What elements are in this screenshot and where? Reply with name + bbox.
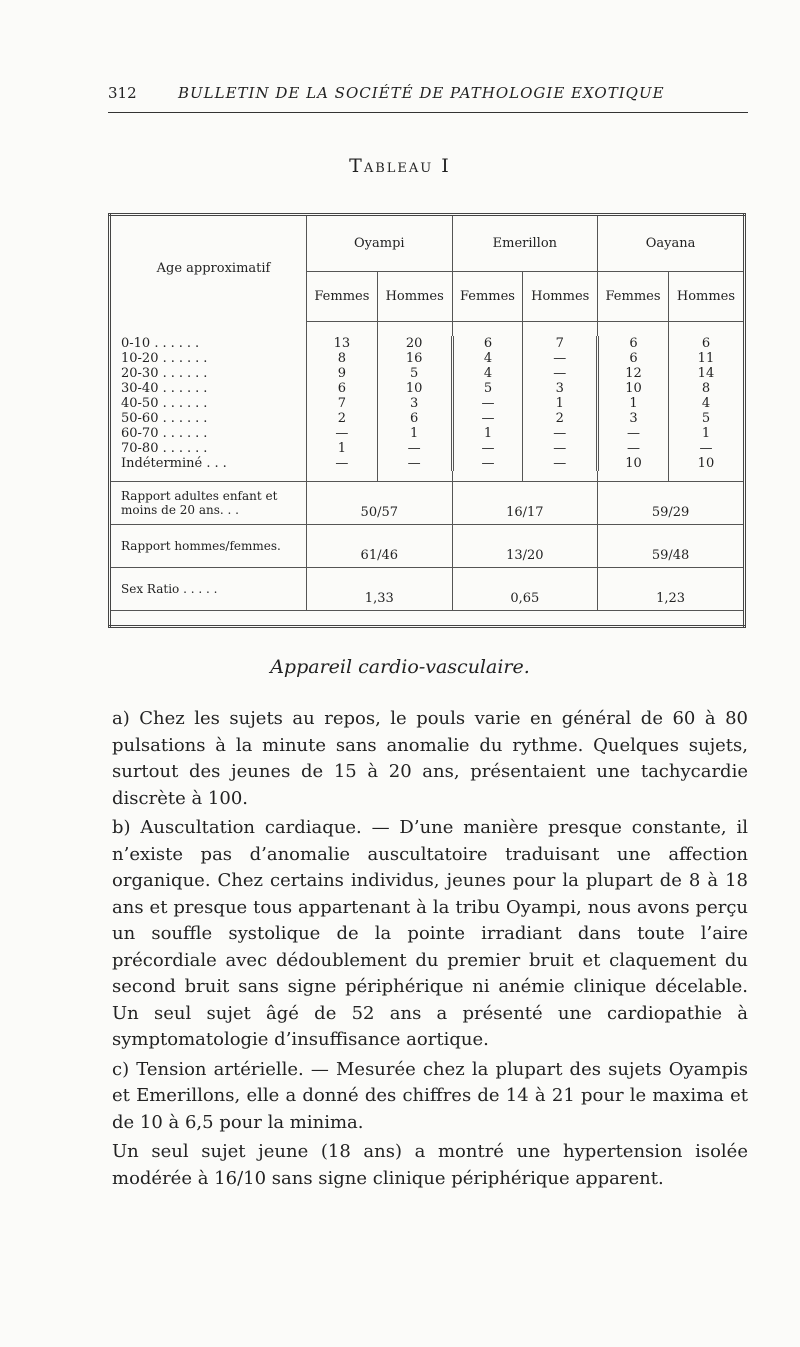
leader-dots: ...... (162, 395, 212, 411)
table-row (110, 351, 745, 366)
leader-dots: ...... (162, 365, 212, 381)
count-cell: 10 (598, 381, 669, 396)
summary-label: Rapport hommes/femmes. (110, 524, 307, 567)
count-cell: 3 (377, 396, 452, 411)
age-cell (110, 456, 307, 471)
count-cell: 1 (452, 426, 523, 441)
count-cell: 10 (598, 456, 669, 471)
count-cell: 8 (668, 381, 744, 396)
count-cell: — (452, 456, 523, 471)
table-title: Tableau I (349, 155, 451, 177)
age-header: Age approximatif (156, 261, 271, 277)
running-title: BULLETIN DE LA SOCIÉTÉ DE PATHOLOGIE EXOTIQUE (178, 84, 665, 102)
summary-value: 1,23 (598, 567, 745, 610)
count-cell: 12 (598, 366, 669, 381)
count-cell: 6 (307, 381, 378, 396)
summary-value: 0,65 (452, 567, 598, 610)
count-cell: 10 (377, 381, 452, 396)
age-cell (110, 411, 307, 426)
summary-value: 50/57 (307, 481, 453, 524)
count-cell: 5 (377, 366, 452, 381)
count-cell: — (523, 426, 598, 441)
count-cell: — (307, 426, 378, 441)
count-cell: 1 (668, 426, 744, 441)
count-cell: 2 (523, 411, 598, 426)
count-cell: 10 (668, 456, 744, 471)
section-title: Appareil cardio-vasculaire. (270, 656, 530, 678)
table-row (110, 366, 745, 381)
count-cell: — (377, 456, 452, 471)
paragraph: Un seul sujet jeune (18 ans) a montré une hypertension isolée modérée à 16/10 sans signe clinique périphérique apparent. (112, 1141, 748, 1189)
sub-header: Femmes (452, 272, 523, 322)
count-cell: — (452, 396, 523, 411)
group-header: Oayana (598, 215, 745, 272)
age-cell (110, 426, 307, 441)
summary-label: Sex Ratio . . . . . (110, 567, 307, 610)
count-cell: — (377, 441, 452, 456)
sub-header: Femmes (307, 272, 378, 322)
sub-header: Femmes (598, 272, 669, 322)
count-cell: 8 (307, 351, 378, 366)
leader-dots: ...... (154, 335, 204, 351)
age-label: 40-50 (121, 395, 159, 411)
sub-header: Hommes (668, 272, 744, 322)
count-cell: — (668, 441, 744, 456)
count-cell: 3 (523, 381, 598, 396)
paragraph: c) Tension artérielle. — Mesurée chez la plupart des sujets Oyampis et Emerillons, elle a donné des chiffres de 14 à 21 pour le maxima et de 10 à 6,5 pour la minima. (112, 1058, 748, 1133)
count-cell: 1 (523, 396, 598, 411)
count-cell: — (598, 426, 669, 441)
count-cell: — (523, 366, 598, 381)
summary-value: 59/48 (598, 524, 745, 567)
count-cell: — (452, 411, 523, 426)
count-cell: — (452, 441, 523, 456)
table-row (110, 456, 745, 471)
count-cell: 20 (377, 336, 452, 351)
count-cell: 6 (668, 336, 744, 351)
count-cell: — (523, 351, 598, 366)
age-label: 20-30 (121, 365, 159, 381)
count-cell: — (598, 441, 669, 456)
age-label: 70-80 (121, 440, 159, 456)
summary-value: 16/17 (452, 481, 598, 524)
age-cell (110, 366, 307, 381)
count-cell: 5 (452, 381, 523, 396)
count-cell: 3 (598, 411, 669, 426)
summary-label: Rapport adultes enfant et moins de 20 ans. . . (110, 481, 307, 524)
count-cell: 4 (452, 351, 523, 366)
count-cell: 13 (307, 336, 378, 351)
age-label: Indéterminé (121, 455, 203, 471)
summary-value: 1,33 (307, 567, 453, 610)
sub-header: Hommes (523, 272, 598, 322)
leader-dots: ...... (162, 440, 212, 456)
group-header: Oyampi (307, 215, 453, 272)
count-cell: 16 (377, 351, 452, 366)
summary-value: 13/20 (452, 524, 598, 567)
sub-header: Hommes (377, 272, 452, 322)
count-cell: 1 (307, 441, 378, 456)
paragraph: b) Auscultation cardiaque. — D’une manière presque constante, il n’existe pas d’anomalie auscultatoire traduisant une affection organique. Chez certains individus, jeunes pour la plupart de 8 à 18 ans et presque tous appartenant à la tribu Oyampi, nous avons perçu un souffle systolique de la pointe irradiant dans toute l’aire précordiale avec dédoublement du premier bruit et claquement du second bruit sans signe périphérique ni anémie clinique décelable. Un seul sujet âgé de 52 ans a présenté une cardiopathie à symptomatologie d’insuffisance aortique. (112, 817, 748, 1050)
group-header: Emerillon (452, 215, 598, 272)
summary-row (110, 481, 745, 524)
summary-value: 59/29 (598, 481, 745, 524)
table-row (110, 336, 745, 351)
count-cell: 6 (598, 336, 669, 351)
count-cell: 6 (452, 336, 523, 351)
count-cell: — (523, 456, 598, 471)
count-cell: 14 (668, 366, 744, 381)
count-cell: 2 (307, 411, 378, 426)
leader-dots: ...... (162, 380, 212, 396)
age-cell (110, 381, 307, 396)
count-cell: — (307, 456, 378, 471)
age-label: 50-60 (121, 410, 159, 426)
age-label: 0-10 (121, 335, 151, 351)
leader-dots: ...... (162, 350, 212, 366)
summary-value: 61/46 (307, 524, 453, 567)
table-row (110, 426, 745, 441)
body-text (112, 706, 748, 1195)
table-row (110, 411, 745, 426)
data-table (108, 213, 746, 628)
count-cell: 6 (377, 411, 452, 426)
count-cell: 9 (307, 366, 378, 381)
table-row (110, 441, 745, 456)
summary-row (110, 567, 745, 610)
count-cell: 5 (668, 411, 744, 426)
count-cell: 4 (452, 366, 523, 381)
age-label: 30-40 (121, 380, 159, 396)
header-rule (108, 112, 748, 113)
paragraph: a) Chez les sujets au repos, le pouls varie en général de 60 à 80 pulsations à la minute sans anomalie du rythme. Quelques sujets, surtout des jeunes de 15 à 20 ans, présentaient une tachycardie discrète à 100. (112, 708, 748, 809)
count-cell: 11 (668, 351, 744, 366)
leader-dots: ... (206, 455, 231, 471)
age-label: 10-20 (121, 350, 159, 366)
table-row (110, 396, 745, 411)
age-label: 60-70 (121, 425, 159, 441)
leader-dots: ...... (162, 410, 212, 426)
count-cell: 1 (598, 396, 669, 411)
age-cell (110, 396, 307, 411)
count-cell: 4 (668, 396, 744, 411)
page-number: 312 (108, 84, 137, 102)
leader-dots: ...... (162, 425, 212, 441)
count-cell: 7 (523, 336, 598, 351)
age-cell (110, 336, 307, 351)
summary-row (110, 524, 745, 567)
count-cell: 6 (598, 351, 669, 366)
count-cell: 7 (307, 396, 378, 411)
age-cell (110, 351, 307, 366)
count-cell: — (523, 441, 598, 456)
count-cell: 1 (377, 426, 452, 441)
age-cell (110, 441, 307, 456)
table-row (110, 381, 745, 396)
